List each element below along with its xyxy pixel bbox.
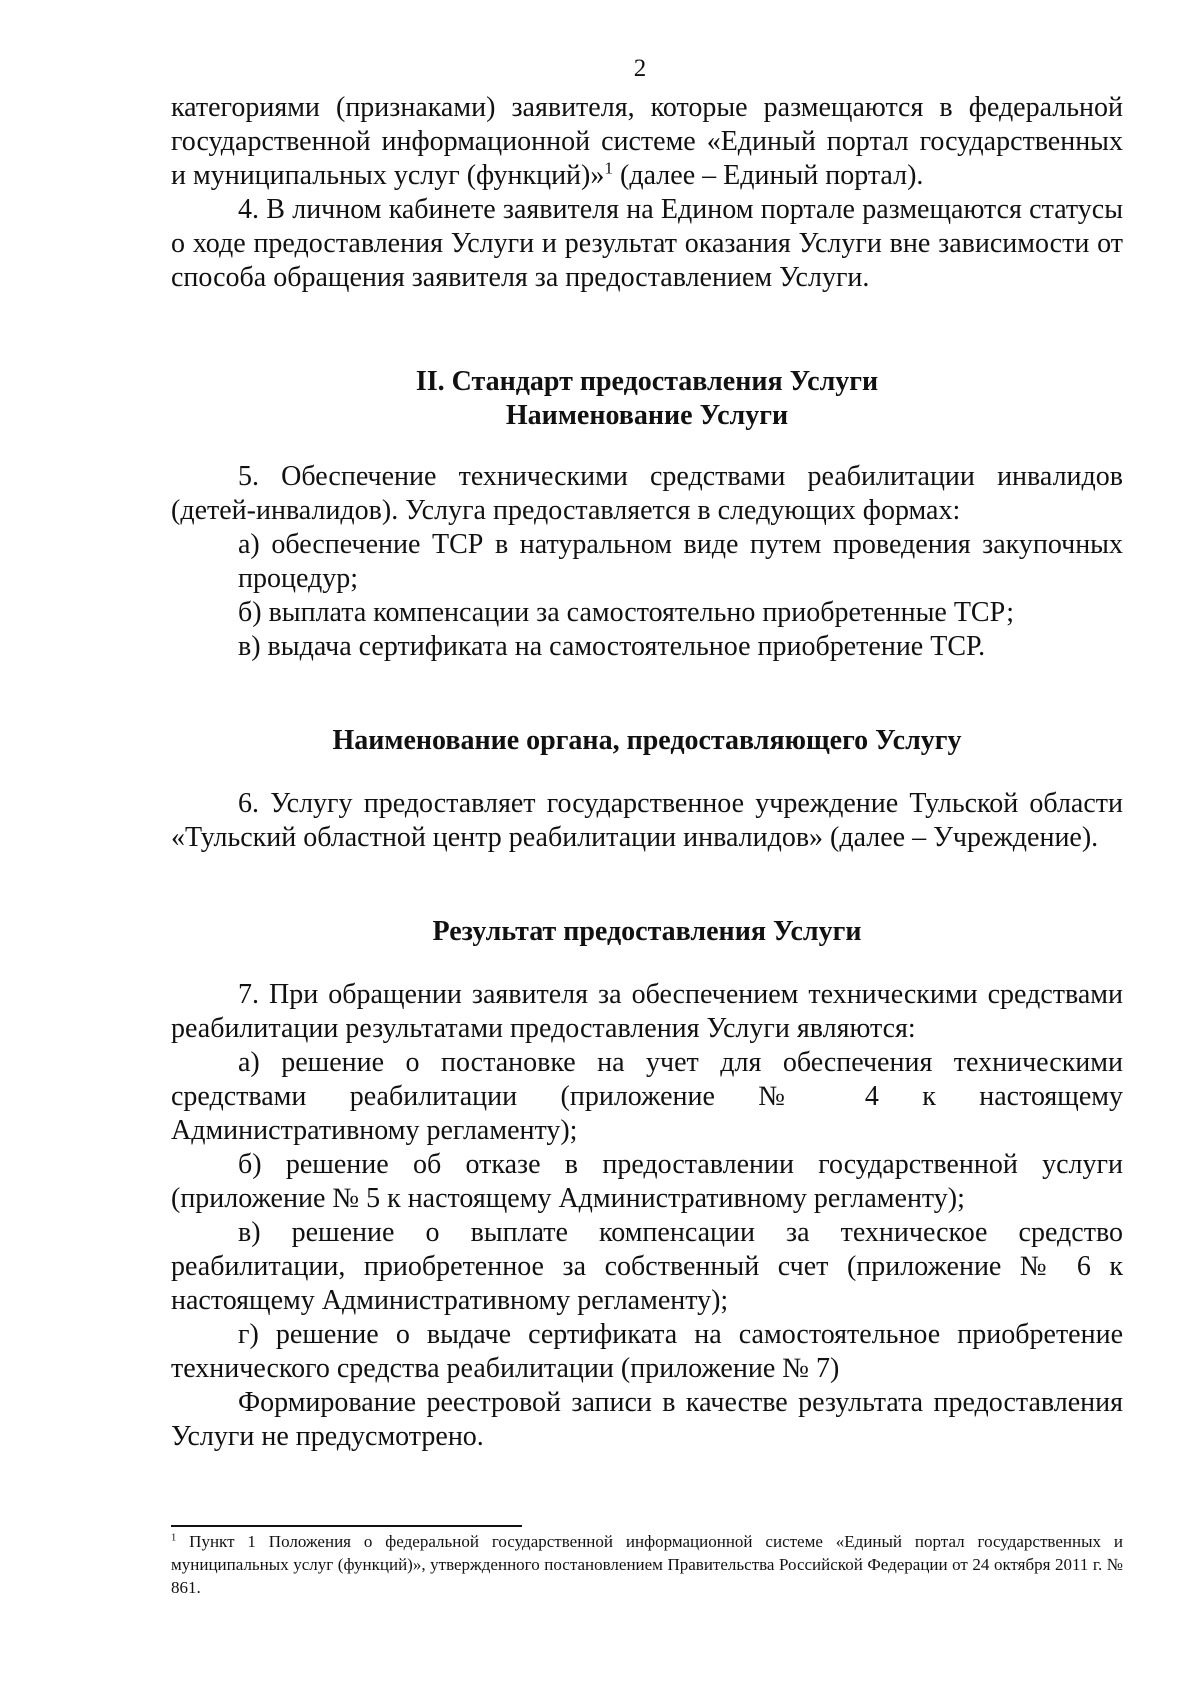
item-5: 5. Обеспечение техническими средствами реабилитации инвалидов (детей-инвалидов). Услуга предоставляется в следующих формах: xyxy=(171,461,1123,526)
item-6: 6. Услугу предоставляет государственное учреждение Тульской области «Тульский областной центр реабилитации инвалидов» (далее – Учреждение). xyxy=(171,788,1123,853)
item-7-c: в) решение о выплате компенсации за техническое средство реабилитации, приобретенное за собственный счет (приложение № 6 к настоящему Административному регламенту); xyxy=(171,1217,1123,1316)
intro-block xyxy=(171,91,1123,295)
item-7-d: г) решение о выдаче сертификата на самостоятельное приобретение технического средства реабилитации (приложение № 7) xyxy=(171,1319,1123,1384)
section-2-heading xyxy=(171,365,1123,433)
item-7: 7. При обращении заявителя за обеспечением техническими средствами реабилитации результатами предоставления Услуги являются: xyxy=(171,979,1123,1044)
item-7-b: б) решение об отказе в предоставлении государственной услуги (приложение № 5 к настоящему Административному регламенту); xyxy=(171,1149,1123,1214)
intro-paragraph xyxy=(171,91,1123,193)
page-number: 2 xyxy=(633,55,647,82)
registry-note: Формирование реестровой записи в качестве результата предоставления Услуги не предусмотрено. xyxy=(171,1387,1123,1452)
footnote-marker: 1 xyxy=(171,1532,177,1544)
footnote-divider xyxy=(171,1525,522,1527)
intro-text-end: (далее – Единый портал). xyxy=(613,160,924,191)
section-2-title: II. Стандарт предоставления Услуги xyxy=(415,366,879,397)
organ-heading: Наименование органа, предоставляющего Услугу xyxy=(332,725,962,756)
item-5-block xyxy=(171,460,1123,664)
footnote-ref: 1 xyxy=(604,158,614,178)
item-4: 4. В личном кабинете заявителя на Едином портале размещаются статусы о ходе предоставления Услуги и результат оказания Услуги вне зависимости от способа обращения заявителя за предоставлением Услуги. xyxy=(171,194,1123,293)
result-heading-block xyxy=(171,915,1123,949)
item-5-b: б) выплата компенсации за самостоятельно приобретенные ТСР; xyxy=(238,597,1015,628)
footnote xyxy=(171,1530,1123,1599)
organ-heading-block xyxy=(171,724,1123,758)
item-6-block xyxy=(171,787,1123,855)
item-7-a: а) решение о постановке на учет для обеспечения техническими средствами реабилитации (приложение № 4 к настоящему Административному регламенту); xyxy=(171,1047,1123,1146)
intro-text: категориями (признаками) заявителя, которые размещаются в федеральной государственной информационной системе «Единый портал государственных и муниципальных услуг (функций)» xyxy=(171,92,1123,191)
item-5-a: а) обеспечение ТСР в натуральном виде путем проведения закупочных процедур; xyxy=(238,529,1123,594)
item-5-c: в) выдача сертификата на самостоятельное приобретение ТСР. xyxy=(238,631,986,662)
item-7-block xyxy=(171,978,1123,1454)
result-heading: Результат предоставления Услуги xyxy=(432,916,862,947)
service-name-heading: Наименование Услуги xyxy=(505,400,789,431)
footnote-text: Пункт 1 Положения о федеральной государственной информационной системе «Единый портал государственных и муниципальных услуг (функций)», утвержденного постановлением Правительства Российской Федерации от 24 октября 2011 г. № 861. xyxy=(171,1532,1123,1597)
